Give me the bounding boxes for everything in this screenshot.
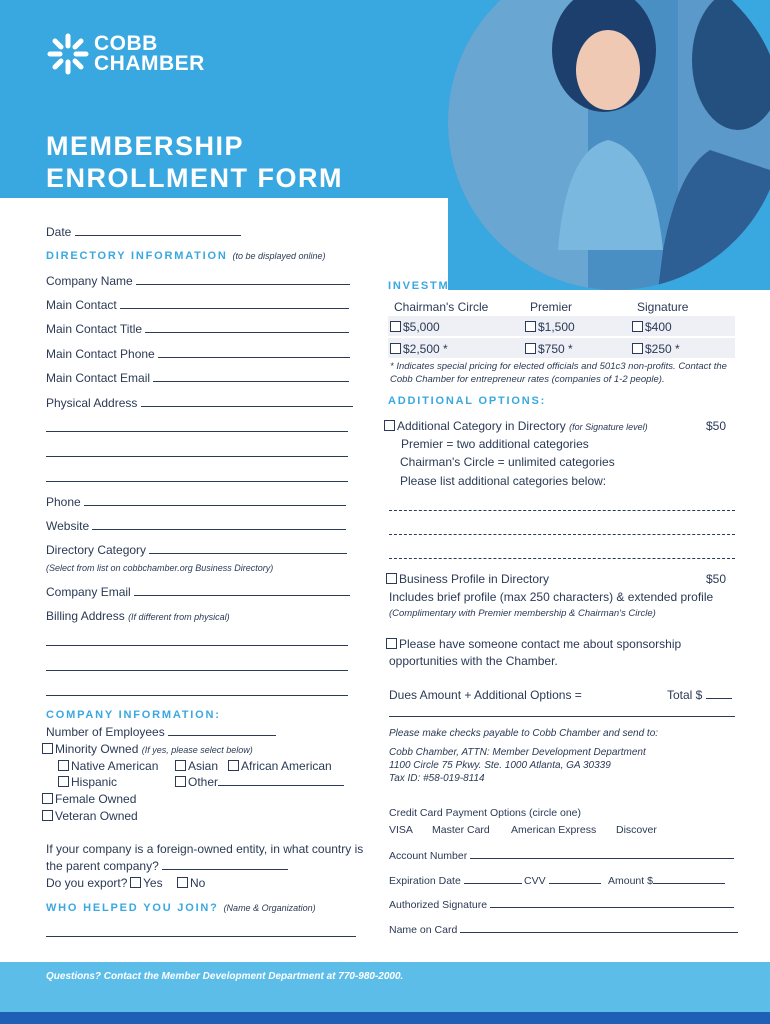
signature-250-checkbox[interactable] xyxy=(632,343,643,354)
veteran-owned-checkbox[interactable] xyxy=(42,810,53,821)
col-signature: Signature xyxy=(637,300,689,314)
checks-payable-note: Please make checks payable to Cobb Chamber and send to: xyxy=(389,728,659,739)
african-american-checkbox[interactable] xyxy=(228,760,239,771)
card-discover[interactable]: Discover xyxy=(616,824,657,836)
asian-option[interactable]: Asian xyxy=(175,759,218,773)
additional-category-checkbox[interactable] xyxy=(384,420,395,431)
veteran-owned-option[interactable]: Veteran Owned xyxy=(42,809,138,823)
billing-line-3[interactable] xyxy=(46,670,348,671)
hispanic-option[interactable]: Hispanic xyxy=(58,775,117,789)
cvv-field[interactable]: CVV xyxy=(524,873,601,887)
referral-heading: WHO HELPED YOU JOIN? (Name & Organization) xyxy=(46,902,316,914)
title-line-1: MEMBERSHIP xyxy=(46,131,245,161)
chairman-categories-note: Chairman's Circle = unlimited categories xyxy=(400,455,615,469)
other-checkbox[interactable] xyxy=(175,776,186,787)
pricing-note-1: * Indicates special pricing for elected officials and 501c3 non-profits. Contact the xyxy=(390,361,727,372)
date-label: Date xyxy=(46,225,72,239)
company-info-heading: COMPANY INFORMATION: xyxy=(46,709,221,721)
account-number-field[interactable]: Account Number xyxy=(389,848,734,862)
credit-card-options-label: Credit Card Payment Options (circle one) xyxy=(389,807,581,819)
mailing-address-1: Cobb Chamber, ATTN: Member Development Department xyxy=(389,747,646,758)
bottom-strip xyxy=(0,1012,770,1024)
expiration-date-field[interactable]: Expiration Date xyxy=(389,873,522,887)
additional-category-price: $50 xyxy=(706,419,727,433)
mailing-address-2: 1100 Circle 75 Pkwy. Ste. 1000 Atlanta, GA 30339 xyxy=(389,760,611,771)
directory-heading-note: (to be displayed online) xyxy=(232,251,326,261)
category-line-1[interactable] xyxy=(389,510,735,511)
total-field[interactable]: Total $ xyxy=(667,688,732,702)
billing-line-2[interactable] xyxy=(46,645,348,646)
amount-field[interactable]: Amount $ xyxy=(608,873,725,887)
business-profile-price: $50 xyxy=(706,572,727,586)
premier-1500-checkbox[interactable] xyxy=(525,321,536,332)
export-yes-option[interactable]: Yes xyxy=(130,876,163,890)
category-line-2[interactable] xyxy=(389,534,735,535)
billing-line-4[interactable] xyxy=(46,695,348,696)
category-line-3[interactable] xyxy=(389,558,735,559)
signature-400-option[interactable]: $400 xyxy=(632,320,672,334)
name-on-card-field[interactable]: Name on Card xyxy=(389,922,738,936)
main-contact-field[interactable]: Main Contact xyxy=(46,298,349,312)
company-email-field[interactable]: Company Email xyxy=(46,585,350,599)
cobb-chamber-logo xyxy=(46,32,216,78)
referral-note: (Name & Organization) xyxy=(223,903,316,913)
additional-category-note: (for Signature level) xyxy=(569,422,648,432)
female-owned-checkbox[interactable] xyxy=(42,793,53,804)
female-owned-option[interactable]: Female Owned xyxy=(42,792,136,806)
other-option[interactable]: Other xyxy=(175,775,344,789)
col-chairmans-circle: Chairman's Circle xyxy=(394,300,489,314)
date-field[interactable] xyxy=(46,225,241,239)
chairman-2500-option[interactable]: $2,500 * xyxy=(390,342,448,356)
page-title xyxy=(46,130,343,194)
hispanic-checkbox[interactable] xyxy=(58,776,69,787)
tax-id: Tax ID: #58-019-8114 xyxy=(389,773,485,784)
foreign-owned-question: If your company is a foreign-owned entity, in what country is xyxy=(46,842,364,856)
card-american-express[interactable]: American Express xyxy=(511,824,597,836)
chairman-5000-option[interactable]: $5,000 xyxy=(390,320,440,334)
logo-line-2: CHAMBER xyxy=(94,52,205,75)
logo-wordmark xyxy=(94,34,205,74)
asian-checkbox[interactable] xyxy=(175,760,186,771)
directory-category-field[interactable]: Directory Category xyxy=(46,543,347,557)
chairman-5000-checkbox[interactable] xyxy=(390,321,401,332)
dues-amount-label: Dues Amount + Additional Options = xyxy=(389,688,582,702)
referral-line[interactable] xyxy=(46,936,356,937)
business-profile-description: Includes brief profile (max 250 characters) & extended profile xyxy=(389,590,714,604)
main-contact-phone-field[interactable]: Main Contact Phone xyxy=(46,347,350,361)
address-line-3[interactable] xyxy=(46,456,348,457)
export-question: Do you export? xyxy=(46,876,128,890)
chairman-2500-checkbox[interactable] xyxy=(390,343,401,354)
investment-heading: INVESTMENT LEVEL: xyxy=(388,280,532,292)
employees-field[interactable]: Number of Employees xyxy=(46,725,276,739)
signature-250-option[interactable]: $250 * xyxy=(632,342,680,356)
signature-400-checkbox[interactable] xyxy=(632,321,643,332)
native-american-checkbox[interactable] xyxy=(58,760,69,771)
african-american-option[interactable]: African American xyxy=(228,759,332,773)
main-contact-email-field[interactable]: Main Contact Email xyxy=(46,371,349,385)
premier-750-option[interactable]: $750 * xyxy=(525,342,573,356)
dues-divider xyxy=(389,716,735,717)
premier-categories-note: Premier = two additional categories xyxy=(401,437,589,451)
minority-owned-option[interactable]: Minority Owned (If yes, please select below) xyxy=(42,742,253,756)
footer-band xyxy=(0,962,770,1012)
chamber-emblem-icon xyxy=(46,32,90,76)
minority-note: (If yes, please select below) xyxy=(141,745,253,755)
export-yes-checkbox[interactable] xyxy=(130,877,141,888)
title-line-2: ENROLLMENT FORM xyxy=(46,163,343,193)
billing-address-field[interactable]: Billing Address (If different from physical) xyxy=(46,609,230,623)
parent-company-field[interactable]: the parent company? xyxy=(46,859,288,873)
card-mastercard[interactable]: Master Card xyxy=(432,824,490,836)
directory-heading: DIRECTORY INFORMATION (to be displayed online) xyxy=(46,250,326,262)
logo-line-1: COBB xyxy=(94,32,158,55)
premier-1500-option[interactable]: $1,500 xyxy=(525,320,575,334)
export-no-checkbox[interactable] xyxy=(177,877,188,888)
additional-category-option[interactable]: Additional Category in Directory (for Signature level) xyxy=(384,419,648,433)
authorized-signature-field[interactable]: Authorized Signature xyxy=(389,897,734,911)
export-no-option[interactable]: No xyxy=(177,876,205,890)
sponsorship-contact-checkbox[interactable] xyxy=(386,638,397,649)
directory-category-note: (Select from list on cobbchamber.org Business Directory) xyxy=(46,563,274,573)
sponsorship-contact-line-2: opportunities with the Chamber. xyxy=(389,654,558,668)
sponsorship-contact-option[interactable]: Please have someone contact me about sponsorship xyxy=(386,637,681,651)
business-profile-option[interactable]: Business Profile in Directory xyxy=(386,572,549,586)
premier-750-checkbox[interactable] xyxy=(525,343,536,354)
minority-owned-checkbox[interactable] xyxy=(42,743,53,754)
address-line-2[interactable] xyxy=(46,431,348,432)
native-american-option[interactable]: Native American xyxy=(58,759,158,773)
business-profile-checkbox[interactable] xyxy=(386,573,397,584)
hero-photo xyxy=(448,0,770,290)
physical-address-field[interactable]: Physical Address xyxy=(46,396,353,410)
main-contact-title-field[interactable]: Main Contact Title xyxy=(46,322,349,336)
footer-contact-text: Questions? Contact the Member Development Department at 770-980-2000. xyxy=(46,971,404,982)
list-categories-prompt: Please list additional categories below: xyxy=(400,474,607,488)
additional-options-heading: ADDITIONAL OPTIONS: xyxy=(388,395,547,407)
pricing-note-2: Cobb Chamber for entrepreneur rates (companies of 1-2 people). xyxy=(390,374,665,385)
billing-address-note: (If different from physical) xyxy=(128,612,230,622)
business-profile-note: (Complimentary with Premier membership & Chairman's Circle) xyxy=(389,608,656,619)
website-field[interactable]: Website xyxy=(46,519,346,533)
address-line-4[interactable] xyxy=(46,481,348,482)
phone-field[interactable]: Phone xyxy=(46,495,346,509)
card-visa[interactable]: VISA xyxy=(389,824,413,836)
company-name-field[interactable]: Company Name xyxy=(46,274,350,288)
col-premier: Premier xyxy=(530,300,573,314)
